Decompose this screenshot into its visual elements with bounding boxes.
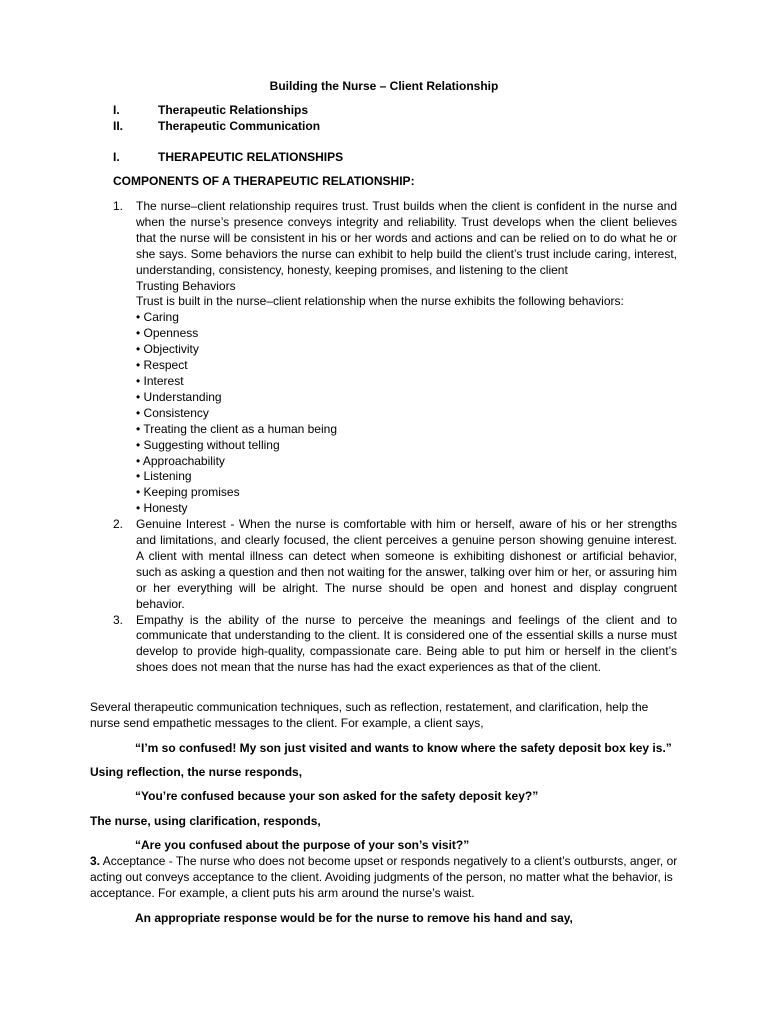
item-number: 1. [113,199,124,213]
bullet-item: • Openness [136,326,199,341]
bullet-item: • Consistency [136,405,209,420]
list-item [113,199,677,517]
outline-list [113,102,320,134]
item-number: 2. [113,517,124,532]
acceptance-number: 3. [90,854,101,868]
reflection-quote: “You’re confused because your son asked for the safety deposit key?” [135,789,539,803]
techniques-paragraph: Several therapeutic communication techniques, such as reflection, restatement, and clarification, help the nurse send empathetic messages to the client. For example, a client says, [90,700,649,730]
bullet-item: • Listening [136,469,192,484]
clarification-quote: “Are you confused about the purpose of your son’s visit?” [135,838,470,852]
bullet-item: • Keeping promises [136,485,240,500]
section-label: THERAPEUTIC RELATIONSHIPS [158,150,344,164]
outline-label: Therapeutic Communication [158,119,321,133]
closing-statement: An appropriate response would be for the nurse to remove his hand and say, [135,911,573,925]
bullet-item: • Honesty [136,501,188,516]
bullet-item: • Caring [136,310,179,325]
document-title: Building the Nurse – Client Relationship [269,79,499,93]
components-heading: COMPONENTS OF A THERAPEUTIC RELATIONSHIP: [113,174,415,188]
bullet-item: • Respect [136,358,188,373]
client-quote: “I’m so confused! My son just visited and wants to know where the safety deposit box key is.” [135,741,672,755]
bullet-item: • Suggesting without telling [136,437,280,452]
item-number: 3. [113,612,124,627]
bullet-item: • Treating the client as a human being [136,421,337,436]
list-item [113,517,677,612]
section-heading [113,150,343,164]
bullet-item: • Objectivity [136,342,199,357]
list-item [113,613,677,677]
bullet-item: • Understanding [136,389,222,404]
trusting-behaviors-list [136,310,677,517]
bullet-item: • Interest [136,373,184,388]
trusting-behaviors-subheading: Trusting Behaviors [136,278,236,293]
acceptance-paragraph [90,854,678,902]
outline-item [113,118,320,134]
item-text: Genuine Interest - When the nurse is comfortable with him or herself, aware of his or her strengths and limitations, and clearly focused, the client perceives a genuine person showing genuine interest. A client with mental illness can detect when someone is exhibiting dishonest or artificial behavior, such as asking a question and then not waiting for the answer, talking over him or her, or assuring him or her everything will be alright. The nurse should be open and honest and display congruent behavior. [136,517,677,611]
clarification-lead: The nurse, using clarification, responds, [90,814,321,828]
outline-number: II. [113,119,124,133]
trusting-behaviors-intro: Trust is built in the nurse–client relationship when the nurse exhibits the following behaviors: [136,294,624,309]
outline-label: Therapeutic Relationships [158,103,309,117]
bullet-item: • Approachability [136,453,225,468]
item-text: Empathy is the ability of the nurse to perceive the meanings and feelings of the client and to communicate that understanding to the client. It is considered one of the essential skills a nurse must develop to provide high-quality, compassionate care. Being able to put him or herself in the client’s shoes does not mean that the nurse has had the exact experiences as that of the client. [136,612,677,675]
outline-number: I. [113,103,120,117]
section-number: I. [113,150,120,164]
item-text: The nurse–client relationship requires trust. Trust builds when the client is confident in the nurse and when the nurse’s presence conveys integrity and reliability. Trust develops when the client believes that the nurse will be consistent in his or her words and actions and can be relied on to do what he or she says. Some behaviors the nurse can exhibit to help build the client’s trust include caring, interest, understanding, consistency, honesty, keeping promises, and listening to the client [136,199,677,277]
acceptance-text: Acceptance - The nurse who does not become upset or responds negatively to a client’s outbursts, anger, or acting out conveys acceptance to the client. Avoiding judgments of the person, no matter what the behavior, is acceptance. For example, a client puts his arm around the nurse’s waist. [90,854,678,900]
components-list [113,199,677,676]
outline-item [113,102,320,118]
reflection-lead: Using reflection, the nurse responds, [90,765,303,779]
